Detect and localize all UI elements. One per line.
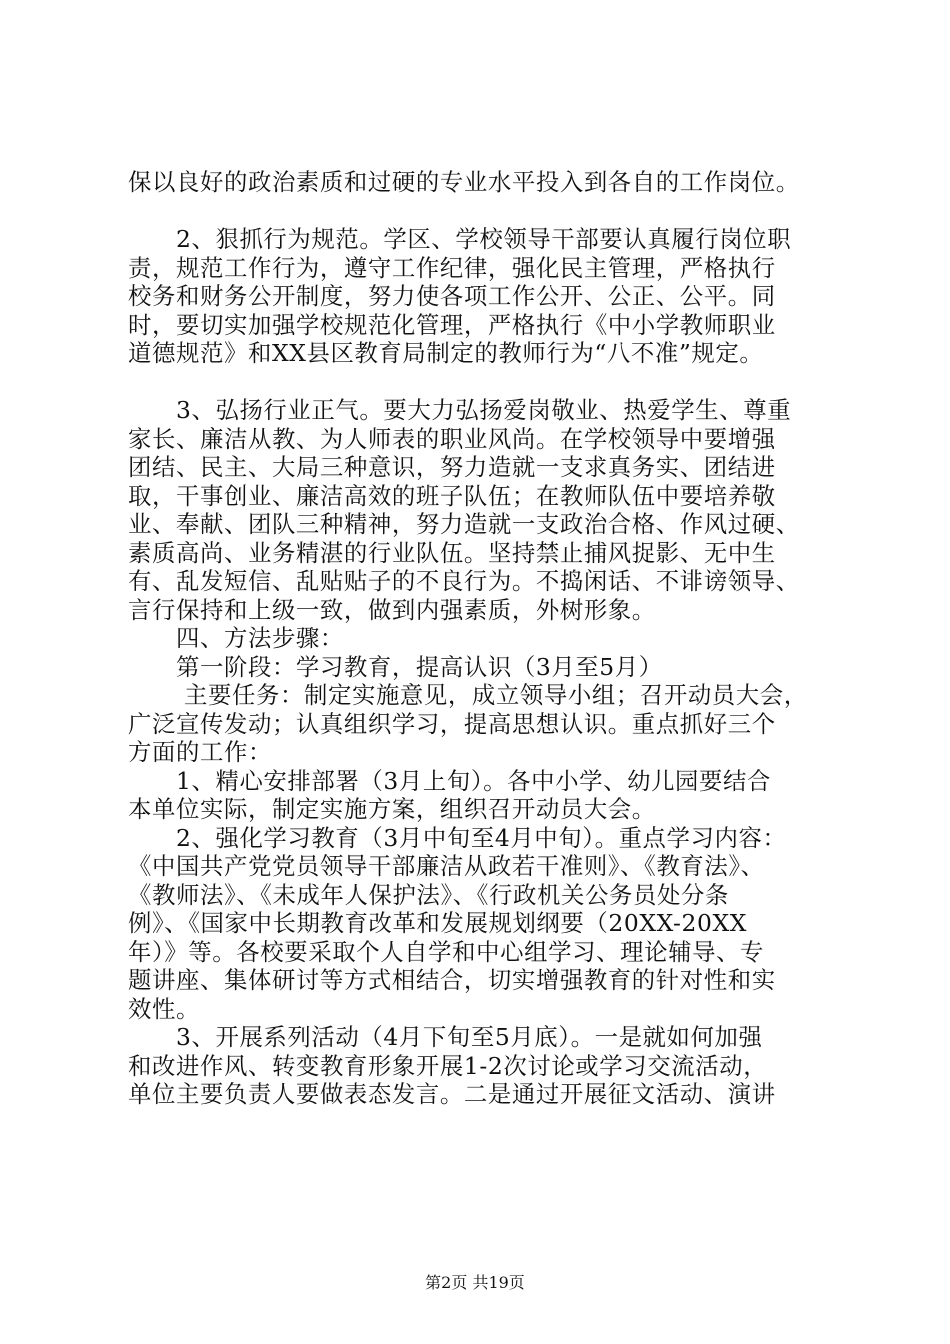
- text-line: 有、乱发短信、乱贴贴子的不良行为。不捣闲话、不诽谤领导、: [128, 567, 800, 595]
- text-line: 道德规范》和XX县区教育局制定的教师行为“八不准”规定。: [128, 339, 764, 367]
- text-line: 言行保持和上级一致，做到内强素质，外树形象。: [128, 595, 656, 624]
- text-line: 效性。: [128, 994, 200, 1023]
- text-line: 家长、廉洁从教、为人师表的职业风尚。在学校领导中要增强: [128, 424, 776, 453]
- text-line: 保以良好的政治素质和过硬的专业水平投入到各自的工作岗位。: [128, 168, 800, 196]
- body-text: [128, 168, 840, 1109]
- text-line: 业、奉献、团队三种精神，努力造就一支政治合格、作风过硬、: [128, 510, 800, 538]
- blank-line: [128, 368, 840, 397]
- text-line: 题讲座、集体研讨等方式相结合，切实增强教育的针对性和实: [128, 966, 776, 994]
- text-line: 方面的工作：: [128, 738, 272, 766]
- text-line: 团结、民主、大局三种意识，努力造就一支求真务实、团结进: [128, 453, 776, 481]
- text-line: 2、狠抓行为规范。学区、学校领导干部要认真履行岗位职: [128, 225, 792, 253]
- text-line: 2、强化学习教育（3月中旬至4月中旬）。重点学习内容：: [128, 823, 787, 852]
- text-line: 校务和财务公开制度，努力使各项工作公开、公正、公平。同: [128, 282, 776, 310]
- text-line: 时，要切实加强学校规范化管理，严格执行《中小学教师职业: [128, 310, 776, 339]
- text-line: 和改进作风、转变教育形象开展1-2次讨论或学习交流活动，: [128, 1051, 768, 1080]
- text-line: 《中国共产党党员领导干部廉洁从政若干准则》、《教育法》、: [128, 852, 765, 880]
- text-line: 单位主要负责人要做表态发言。二是通过开展征文活动、演讲: [128, 1080, 776, 1108]
- text-line: 3、弘扬行业正气。要大力弘扬爱岗敬业、热爱学生、尊重: [128, 396, 792, 424]
- text-line: 主要任务：制定实施意见，成立领导小组；召开动员大会，: [128, 681, 808, 709]
- text-line: 责，规范工作行为，遵守工作纪律，强化民主管理，严格执行: [128, 253, 776, 282]
- text-line: 本单位实际，制定实施方案，组织召开动员大会。: [128, 795, 656, 823]
- text-line: 例》、《国家中长期教育改革和发展规划纲要（20XX-20XX: [128, 909, 748, 937]
- text-line: 3、开展系列活动（4月下旬至5月底）。一是就如何加强: [128, 1023, 763, 1051]
- text-line: 四、方法步骤：: [128, 624, 344, 652]
- text-line: 素质高尚、业务精湛的行业队伍。坚持禁止捕风捉影、无中生: [128, 538, 776, 567]
- text-line: 取，干事创业、廉洁高效的班子队伍；在教师队伍中要培养敬: [128, 481, 776, 510]
- text-line: 年）》等。各校要采取个人自学和中心组学习、理论辅导、专: [128, 937, 765, 966]
- text-line: 第一阶段：学习教育，提高认识（3月至5月）: [128, 652, 663, 681]
- text-line: 《教师法》、《未成年人保护法》、《行政机关公务员处分条: [128, 880, 729, 909]
- blank-line: [128, 197, 840, 226]
- text-line: 1、精心安排部署（3月上旬）。各中小学、幼儿园要结合: [128, 766, 772, 795]
- text-line: 广泛宣传发动；认真组织学习，提高思想认识。重点抓好三个: [128, 709, 776, 738]
- page-footer: 第2页 共19页: [425, 1273, 525, 1292]
